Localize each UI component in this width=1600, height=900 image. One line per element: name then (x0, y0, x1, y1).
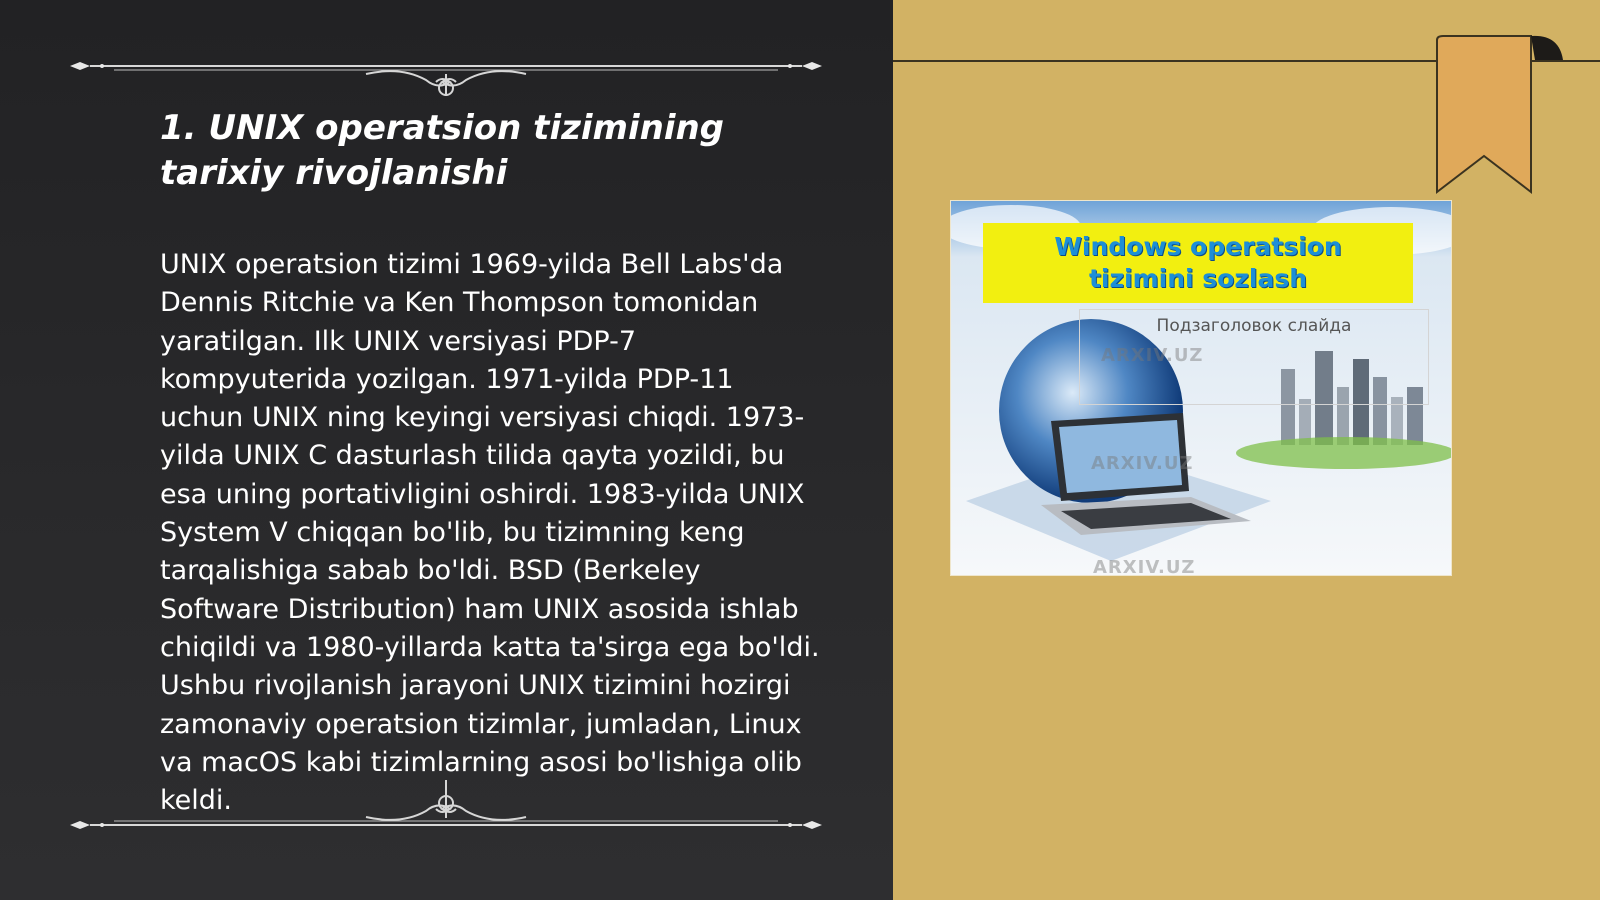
thumbnail-watermark: ARXIV.UZ (1101, 345, 1204, 366)
slide-thumbnail-image (950, 200, 1452, 576)
slide-body-text: UNIX operatsion tizimi 1969-yilda Bell Labs'da Dennis Ritchie va Ken Thompson tomonidan yaratilgan. Ilk UNIX versiyasi PDP-7 kompyuterida yozilgan. 1971-yilda PDP-11 uchun UNIX ning keyingi versiyasi chiqdi. 1973-yilda UNIX C dasturlash tilida qayta yozildi, bu esa uning portativligini oshirdi. 1983-yilda UNIX System V chiqqan bo'lib, bu tizimning keng tarqalishiga sabab bo'ldi. BSD (Berkeley Software Distribution) ham UNIX asosida ishlab chiqildi va 1980-yillarda katta ta'sirga ega bo'ldi. Ushbu rivojlanish jarayoni UNIX tizimini hozirgi zamonaviy operatsion tizimlar, jumladan, Linux va macOS kabi tizimlarning asosi bo'lishiga olib keldi. (160, 249, 820, 817)
ornament-divider-top-icon (66, 36, 826, 96)
slide-title: 1. UNIX operatsion tizimining tarixiy rivojlanishi (160, 108, 725, 193)
thumbnail-title-line-2: tizimini sozlash (1088, 264, 1308, 293)
bookmark-ribbon-icon (1435, 34, 1585, 204)
thumbnail-watermark: ARXIV.UZ (1091, 453, 1194, 474)
thumbnail-title-box (983, 223, 1413, 303)
ornament-divider-bottom-icon (66, 780, 826, 840)
thumbnail-watermark: ARXIV.UZ (1093, 557, 1196, 576)
thumbnail-subtitle: Подзаголовок слайда (1079, 309, 1429, 405)
thumbnail-title-line-1: Windows operatsion (1054, 232, 1342, 261)
